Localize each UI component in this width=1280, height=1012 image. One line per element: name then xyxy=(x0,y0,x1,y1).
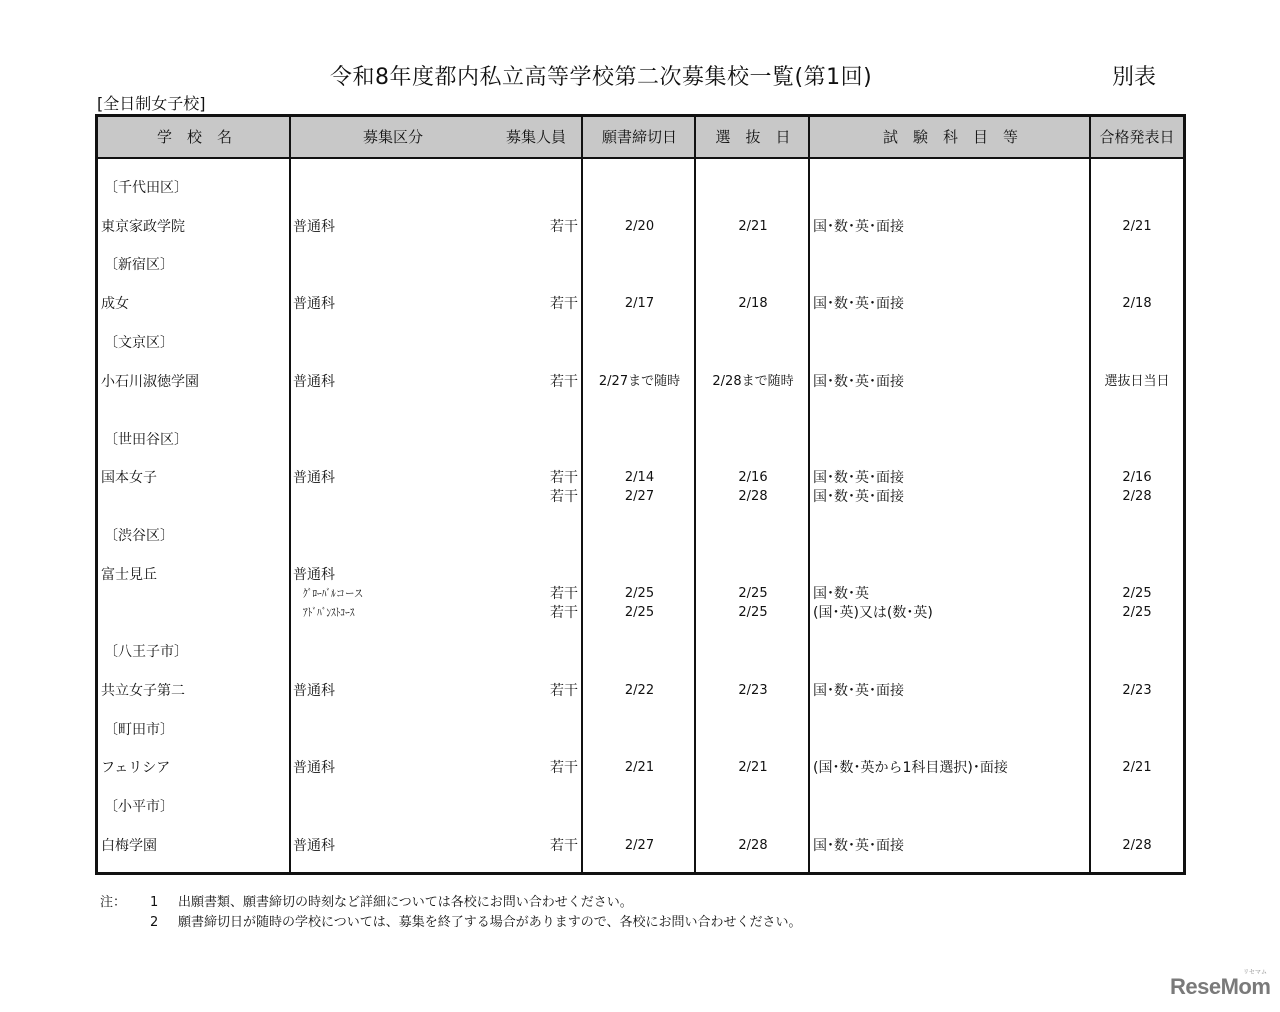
header-subjects: 試 験 科 目 等 xyxy=(882,128,1018,146)
school-name: 東京家政学院 xyxy=(101,219,185,235)
count: 若干 xyxy=(550,219,578,235)
announcement-date: 2/23 xyxy=(1122,683,1152,698)
watermark-kana: リセマム xyxy=(1243,969,1267,976)
selection-date: 2/28 xyxy=(738,838,768,853)
deadline: 2/22 xyxy=(624,683,655,698)
notes-section xyxy=(100,893,801,933)
header-count: 募集人員 xyxy=(505,128,566,146)
announcement-date: 2/18 xyxy=(1122,296,1152,311)
announcement-date: 2/25 xyxy=(1122,605,1152,620)
selection-date: 2/28まで随時 xyxy=(712,374,794,389)
division: 普通科 xyxy=(293,567,335,583)
announcement-date: 2/28 xyxy=(1122,489,1152,504)
subjects: 国･数･英･面接 xyxy=(813,683,904,699)
deadline: 2/25 xyxy=(624,586,655,601)
division: 普通科 xyxy=(293,219,335,235)
selection-date: 2/18 xyxy=(738,296,768,311)
subjects: 国･数･英･面接 xyxy=(813,219,904,235)
district-label: 〔世田谷区〕 xyxy=(104,432,188,448)
announcement-date: 選抜日当日 xyxy=(1104,374,1170,389)
school-name: 小石川淑徳学園 xyxy=(101,374,199,390)
count: 若干 xyxy=(550,760,578,776)
division: 普通科 xyxy=(293,374,335,390)
deadline: 2/14 xyxy=(624,470,655,485)
subjects: 国･数･英･面接 xyxy=(813,470,904,486)
schools-table xyxy=(95,114,1186,875)
deadline: 2/27まで随時 xyxy=(598,374,681,389)
school-name: 国本女子 xyxy=(101,470,157,486)
announcement-date: 2/21 xyxy=(1122,760,1152,775)
count: 若干 xyxy=(550,470,578,486)
column-divider xyxy=(289,117,291,872)
deadline: 2/17 xyxy=(624,296,655,311)
count: 若干 xyxy=(550,296,578,312)
district-label: 〔町田市〕 xyxy=(104,722,174,738)
deadline: 2/25 xyxy=(624,605,655,620)
district-label: 〔新宿区〕 xyxy=(104,257,174,273)
annex-label: 別表 xyxy=(1112,65,1157,90)
selection-date: 2/21 xyxy=(738,219,768,234)
school-name: 白梅学園 xyxy=(101,838,157,854)
count: 若干 xyxy=(550,683,578,699)
category-label: [全日制女子校] xyxy=(97,94,206,113)
count: 若干 xyxy=(550,374,578,390)
header-school-name: 学 校 名 xyxy=(156,128,232,146)
subjects: (国･英)又は(数･英) xyxy=(813,605,933,621)
deadline: 2/20 xyxy=(624,219,655,234)
count: 若干 xyxy=(550,838,578,854)
document-title: 令和8年度都内私立高等学校第二次募集校一覧(第1回) xyxy=(330,65,873,90)
subjects: 国･数･英･面接 xyxy=(813,489,904,505)
district-label: 〔渋谷区〕 xyxy=(104,528,174,544)
header-announcement: 合格発表日 xyxy=(1099,128,1175,146)
deadline: 2/27 xyxy=(624,838,655,853)
selection-date: 2/16 xyxy=(738,470,768,485)
count: 若干 xyxy=(550,605,578,621)
selection-date: 2/25 xyxy=(738,586,768,601)
note-number: 1 xyxy=(150,895,159,910)
count: 若干 xyxy=(550,489,578,505)
note-number: 2 xyxy=(150,915,159,930)
header-deadline: 願書締切日 xyxy=(601,128,677,146)
subjects: 国･数･英･面接 xyxy=(813,374,904,390)
school-name: 共立女子第二 xyxy=(101,683,185,699)
note-text: 願書締切日が随時の学校については、募集を終了する場合がありますので、各校にお問い合わせください。 xyxy=(178,915,802,930)
selection-date: 2/23 xyxy=(738,683,768,698)
note-item xyxy=(100,893,801,913)
announcement-date: 2/28 xyxy=(1122,838,1152,853)
division: 普通科 xyxy=(293,838,335,854)
subjects: 国･数･英･面接 xyxy=(813,838,904,854)
announcement-date: 2/25 xyxy=(1122,586,1152,601)
division: 普通科 xyxy=(293,470,335,486)
deadline: 2/27 xyxy=(624,489,655,504)
division: 普通科 xyxy=(293,296,335,312)
header-division: 募集区分 xyxy=(362,128,423,146)
count: 若干 xyxy=(550,586,578,602)
school-name: フェリシア xyxy=(101,760,171,776)
district-label: 〔千代田区〕 xyxy=(104,180,188,196)
selection-date: 2/21 xyxy=(738,760,768,775)
selection-date: 2/25 xyxy=(738,605,768,620)
note-text: 出願書類、願書締切の時刻など詳細については各校にお問い合わせください。 xyxy=(178,895,633,910)
selection-date: 2/28 xyxy=(738,489,768,504)
resemom-logo: ReseMom xyxy=(1170,974,1271,999)
district-label: 〔小平市〕 xyxy=(104,799,174,815)
division: 普通科 xyxy=(293,683,335,699)
announcement-date: 2/21 xyxy=(1122,219,1152,234)
district-label: 〔八王子市〕 xyxy=(104,644,188,660)
note-item xyxy=(100,913,801,933)
school-name: 成女 xyxy=(101,296,129,312)
subjects: (国･数･英から1科目選択)･面接 xyxy=(813,760,1008,776)
announcement-date: 2/16 xyxy=(1122,470,1152,485)
course-name: ｱﾄﾞﾊﾞﾝｽﾄｺｰｽ xyxy=(303,606,355,619)
course-name: ｸﾞﾛｰﾊﾞﾙコース xyxy=(303,587,364,600)
notes-label: 注： xyxy=(100,895,127,910)
school-name: 富士見丘 xyxy=(101,567,157,583)
deadline: 2/21 xyxy=(624,760,655,775)
district-label: 〔文京区〕 xyxy=(104,335,174,351)
table-header xyxy=(98,117,1183,159)
subjects: 国･数･英 xyxy=(813,586,869,602)
header-selection: 選 抜 日 xyxy=(715,128,791,146)
division: 普通科 xyxy=(293,760,335,776)
subjects: 国･数･英･面接 xyxy=(813,296,904,312)
